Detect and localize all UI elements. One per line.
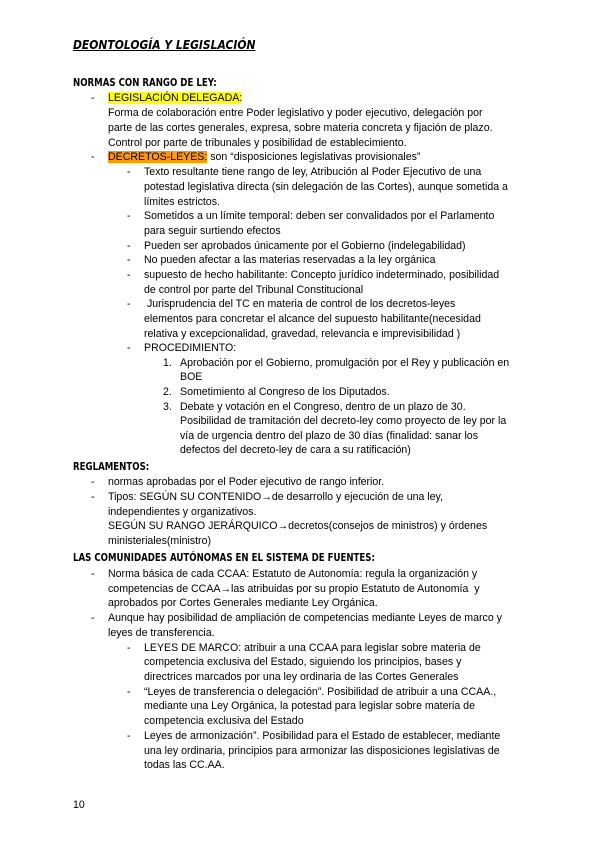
- decretos-item-line: de control por parte del Tribunal Constitucional: [144, 284, 364, 296]
- ccaa-sub-line: LEYES DE MARCO: atribuir a una CCAA para legislar sobre materia de: [144, 642, 481, 654]
- procedimiento-line: BOE: [180, 371, 203, 383]
- decretos-item-line: relativa y excepcionalidad, gravedad, relevancia e imprevisibilidad ): [144, 328, 461, 340]
- dash-bullet: -: [91, 612, 95, 624]
- ccaa-sub-line: “Leyes de transferencia o delegación”. Posibilidad de atribuir a una CCAA.,: [144, 686, 497, 698]
- numbered-marker: 3.: [163, 401, 172, 413]
- ccaa-sub-line: una ley ordinaria, principios para armonizar las disposiciones legislativas de: [144, 745, 500, 757]
- list-item-delegada-label: [108, 91, 242, 106]
- procedimiento-line: Aprobación por el Gobierno, promulgación por el Rey y publicación en: [180, 357, 510, 369]
- dash-bullet: -: [127, 254, 131, 266]
- dash-bullet: -: [127, 240, 131, 252]
- decretos-item-line: elementos para concretar el alcance del supuesto habilitante(necesidad: [144, 313, 481, 325]
- ccaa-line: Aunque hay posibilidad de ampliación de competencias mediante Leyes de marco y: [108, 612, 502, 624]
- dash-bullet: -: [127, 269, 131, 281]
- delegada-line: Control por parte de tribunales y posibilidad de establecimiento.: [108, 137, 407, 149]
- ccaa-sub-line: todas las CC.AA.: [144, 759, 225, 771]
- reglamentos-line: ministeriales(ministro): [108, 535, 212, 547]
- ccaa-sub-line: competencia exclusiva del Estado, siguiendo los principios, bases y: [144, 656, 462, 668]
- section-heading-reglamentos: REGLAMENTOS:: [73, 461, 150, 473]
- procedimiento-line: Posibilidad de tramitación del decreto-ley como proyecto de ley por la: [180, 415, 507, 427]
- dash-bullet: -: [91, 568, 95, 580]
- list-item-decretos: [108, 150, 420, 165]
- ccaa-sub-line: directrices marcados por una ley ordinaria de las Cortes Generales: [144, 671, 459, 683]
- dash-bullet: -: [127, 342, 131, 354]
- page-title: DEONTOLOGÍA Y LEGISLACIÓN: [73, 37, 256, 52]
- decretos-item-line: supuesto de hecho habilitante: Concepto jurídico indeterminado, posibilidad: [144, 269, 500, 281]
- decretos-item-line: Jurisprudencia del TC en materia de control de los decretos-leyes: [144, 298, 456, 310]
- highlight-delegada: LEGISLACIÓN DELEGADA:: [108, 92, 243, 104]
- dash-bullet: -: [127, 298, 131, 310]
- decretos-item-line: límites estrictos.: [144, 196, 220, 208]
- ccaa-line: competencias de CCAA→las atribuidas por su propio Estatuto de Autonomía y: [108, 583, 480, 595]
- procedimiento-label: PROCEDIMIENTO:: [144, 342, 237, 354]
- highlight-decretos: DECRETOS-LEYES:: [108, 151, 208, 163]
- dash-bullet: -: [91, 151, 95, 163]
- reglamentos-line: independientes y organizativos.: [108, 506, 257, 518]
- dash-bullet: -: [127, 210, 131, 222]
- decretos-item-line: Pueden ser aprobados únicamente por el Gobierno (indelegabilidad): [144, 240, 466, 252]
- page-number: 10: [73, 799, 85, 811]
- dash-bullet: -: [127, 166, 131, 178]
- decretos-item-line: Texto resultante tiene rango de ley, Atribución al Poder Ejecutivo de una: [144, 166, 482, 178]
- ccaa-line: Norma básica de cada CCAA: Estatuto de Autonomía: regula la organización y: [108, 568, 478, 580]
- dash-bullet: -: [127, 642, 131, 654]
- decretos-item-line: para seguir surtiendo efectos: [144, 225, 281, 237]
- section-heading-ccaa: LAS COMUNIDADES AUTÓNOMAS EN EL SISTEMA DE FUENTES:: [73, 552, 375, 564]
- section-heading-normas: NORMAS CON RANGO DE LEY:: [73, 77, 217, 89]
- dash-bullet: -: [91, 476, 95, 488]
- decretos-item-line: potestad legislativa directa (sin delegación de las Cortes), aunque sometida a: [144, 181, 508, 193]
- numbered-marker: 2.: [163, 386, 172, 398]
- decretos-description: son “disposiciones legislativas provisionales”: [207, 151, 421, 163]
- ccaa-line: aprobados por Cortes Generales mediante Ley Orgánica.: [108, 597, 378, 609]
- delegada-line: Forma de colaboración entre Poder legislativo y poder ejecutivo, delegación por: [108, 107, 483, 119]
- procedimiento-line: defectos del decreto-ley de cara a su ratificación): [180, 444, 411, 456]
- procedimiento-line: Debate y votación en el Congreso, dentro de un plazo de 30.: [180, 401, 466, 413]
- dash-bullet: -: [127, 686, 131, 698]
- procedimiento-line: Sometimiento al Congreso de los Diputados.: [180, 386, 390, 398]
- numbered-marker: 1.: [163, 357, 172, 369]
- reglamentos-line: normas aprobadas por el Poder ejecutivo de rango inferior.: [108, 476, 385, 488]
- ccaa-sub-line: Leyes de armonización”. Posibilidad para el Estado de establecer, mediante: [144, 730, 501, 742]
- dash-bullet: -: [91, 491, 95, 503]
- delegada-line: parte de las cortes generales, expresa, sobre materia concreta y fijación de plazo.: [108, 122, 493, 134]
- reglamentos-line: Tipos: SEGÚN SU CONTENIDO→de desarrollo y ejecución de una ley,: [108, 491, 444, 503]
- ccaa-sub-line: competencia exclusiva del Estado: [144, 715, 304, 727]
- ccaa-line: leyes de transferencia.: [108, 627, 215, 639]
- procedimiento-line: vía de urgencia dentro del plazo de 30 días (finalidad: sanar los: [180, 430, 478, 442]
- ccaa-sub-line: mediante una Ley Orgánica, la potestad para legislar sobre materia de: [144, 700, 475, 712]
- dash-bullet: -: [91, 92, 95, 104]
- reglamentos-line: SEGÚN SU RANGO JERÁRQUICO→decretos(consejos de ministros) y órdenes: [108, 520, 488, 532]
- decretos-item-line: No pueden afectar a las materias reservadas a la ley orgánica: [144, 254, 436, 266]
- decretos-item-line: Sometidos a un límite temporal: deben ser convalidados por el Parlamento: [144, 210, 495, 222]
- dash-bullet: -: [127, 730, 131, 742]
